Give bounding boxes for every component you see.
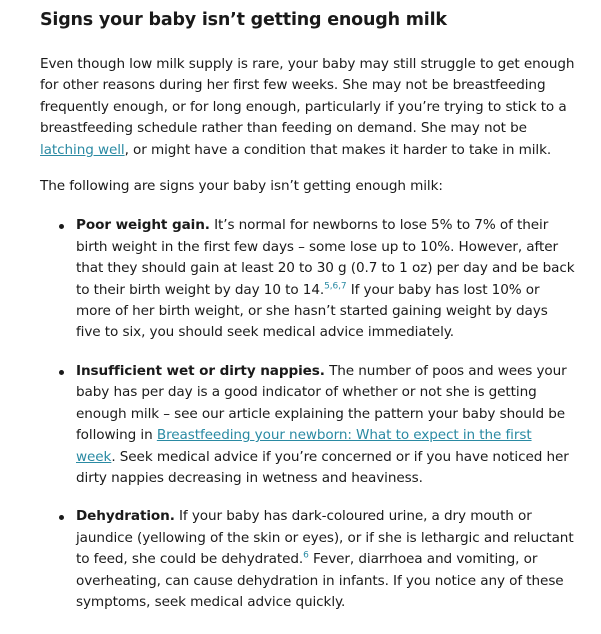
list-item-text: . Seek medical advice if you’re concerned or if you have noticed her dirty nappies decreasing in wetness and heaviness. (76, 448, 569, 486)
breastfeeding-newborn-article-link[interactable]: Breastfeeding your newborn: What to expect in the first week (76, 427, 532, 465)
list-item-text: If your baby has dark-coloured urine, a dry mouth or jaundice (yellowing of the skin or eyes), or if she is lethargic and reluctant to feed, she could be dehydrated. (76, 508, 574, 568)
section-heading: Signs your baby isn’t getting enough milk (40, 10, 447, 30)
list-item-title: Dehydration. (76, 508, 175, 525)
lead-paragraph: The following are signs your baby isn’t getting enough milk: (40, 178, 443, 195)
bullet-dot-icon (59, 515, 64, 520)
list-item-text: If your baby has lost 10% or more of her birth weight, or she hasn’t started gaining weight by days five to six, you should seek medical advice immediately. (76, 281, 548, 341)
list-item-text: It’s normal for newborns to lose 5% to 7% of their birth weight in the first few days – some lose up to 10%. However, after that they should gain at least 20 to 30 g (0.7 to 1 oz) per day and be back to their birth weight by day 10 to 14. (76, 217, 575, 298)
bullet-dot-icon (59, 224, 64, 229)
list-item-text: Fever, diarrhoea and vomiting, or overheating, can cause dehydration in infants. If you notice any of these symptoms, seek medical advice quickly. (76, 551, 564, 610)
list-item-dehydration (76, 506, 575, 613)
intro-paragraph (40, 54, 575, 161)
latching-well-link[interactable]: latching well (40, 141, 125, 158)
intro-text-after-link: , or might have a condition that makes it harder to take in milk. (124, 141, 552, 158)
bullet-dot-icon (59, 370, 64, 375)
list-item-title: Poor weight gain. (76, 217, 210, 234)
list-item-poor-weight-gain (76, 215, 575, 343)
reference-superscript[interactable]: 6 (303, 550, 309, 561)
list-item-text: The number of poos and wees your baby has per day is a good indicator of whether or not she is getting enough milk – see our article explaining the pattern your baby should be following in (76, 362, 567, 444)
intro-text-before-link: Even though low milk supply is rare, your baby may still struggle to get enough for other reasons during her first few weeks. She may not be breastfeeding frequently enough, or for long enough, particularly if you’re trying to stick to a breastfeeding schedule rather than feeding on demand. She may not be (40, 56, 575, 137)
signs-list (40, 215, 575, 613)
list-item-title: Insufficient wet or dirty nappies. (76, 362, 325, 379)
list-item-wet-dirty-nappies (76, 361, 575, 489)
reference-superscript[interactable]: 5,6,7 (324, 281, 347, 292)
